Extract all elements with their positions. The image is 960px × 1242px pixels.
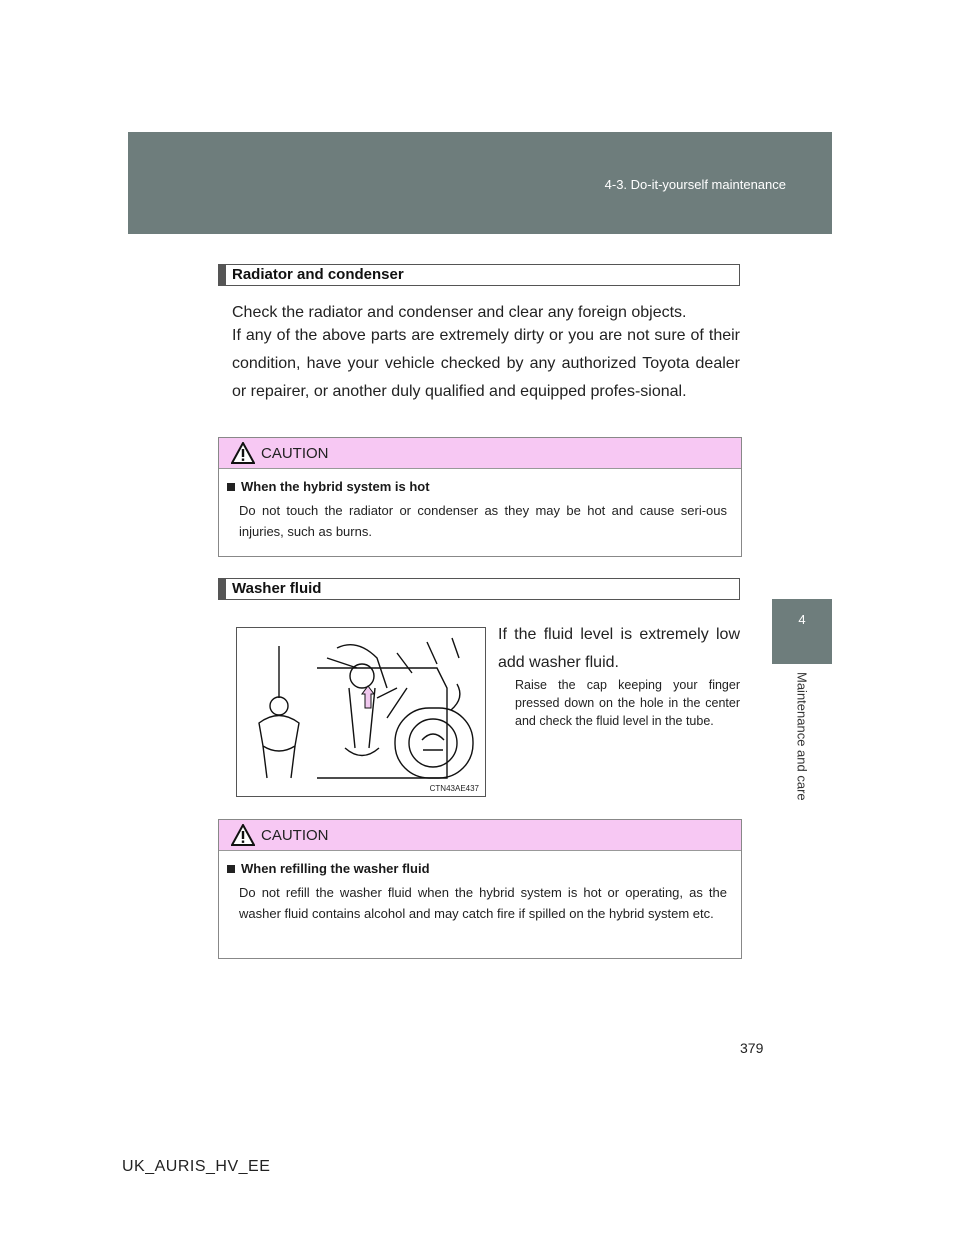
illustration-code: CTN43AE437 — [429, 784, 479, 793]
caution-title — [227, 861, 741, 876]
warning-icon — [231, 442, 255, 464]
washer-heading: Washer fluid — [218, 578, 740, 600]
page-number: 379 — [740, 1040, 764, 1056]
caution-text: Do not touch the radiator or condenser as they may be hot and cause seri-ous injuries, such as burns. — [239, 503, 727, 539]
caution-label: CAUTION — [261, 826, 329, 844]
caution-title — [227, 479, 741, 494]
section-title: 4-3. Do-it-yourself maintenance — [604, 177, 786, 192]
radiator-heading: Radiator and condenser — [218, 264, 740, 286]
caution-header — [219, 820, 741, 851]
caution-header — [219, 438, 741, 469]
bullet-square-icon — [227, 865, 235, 873]
washer-note-text: Raise the cap keeping your finger pressed down on the hole in the center and check the fluid level in the tube. — [515, 678, 740, 728]
caution-box-refill — [218, 819, 742, 959]
header-band — [128, 132, 832, 234]
bullet-square-icon — [227, 483, 235, 491]
chapter-tab-label — [772, 664, 832, 850]
caution-text: Do not refill the washer fluid when the hybrid system is hot or operating, as the washer fluid contains alcohol and may catch fire if spilled on the hybrid system etc. — [239, 885, 727, 921]
caution-label: CAUTION — [261, 444, 329, 462]
washer-tank-drawing-icon — [237, 628, 485, 796]
document-code: UK_AURIS_HV_EE — [122, 1158, 271, 1175]
washer-main-text: If the fluid level is extremely low add washer fluid. — [498, 626, 740, 671]
caution-title-text: When refilling the washer fluid — [241, 861, 430, 876]
warning-icon — [231, 824, 255, 846]
caution-title-text: When the hybrid system is hot — [241, 479, 430, 494]
chapter-label-text: Maintenance and care — [794, 672, 810, 801]
radiator-paragraph-2: If any of the above parts are extremely dirty or you are not sure of their condition, have your vehicle checked by any authorized Toyota dealer or repairer, or another duly qualified and equipped profes-sional. — [232, 327, 740, 400]
chapter-tab-number: 4 — [772, 599, 832, 664]
caution-box-hot — [218, 437, 742, 557]
radiator-paragraph-1: Check the radiator and condenser and clear any foreign objects. — [232, 304, 687, 321]
washer-cap-illustration — [236, 627, 486, 797]
